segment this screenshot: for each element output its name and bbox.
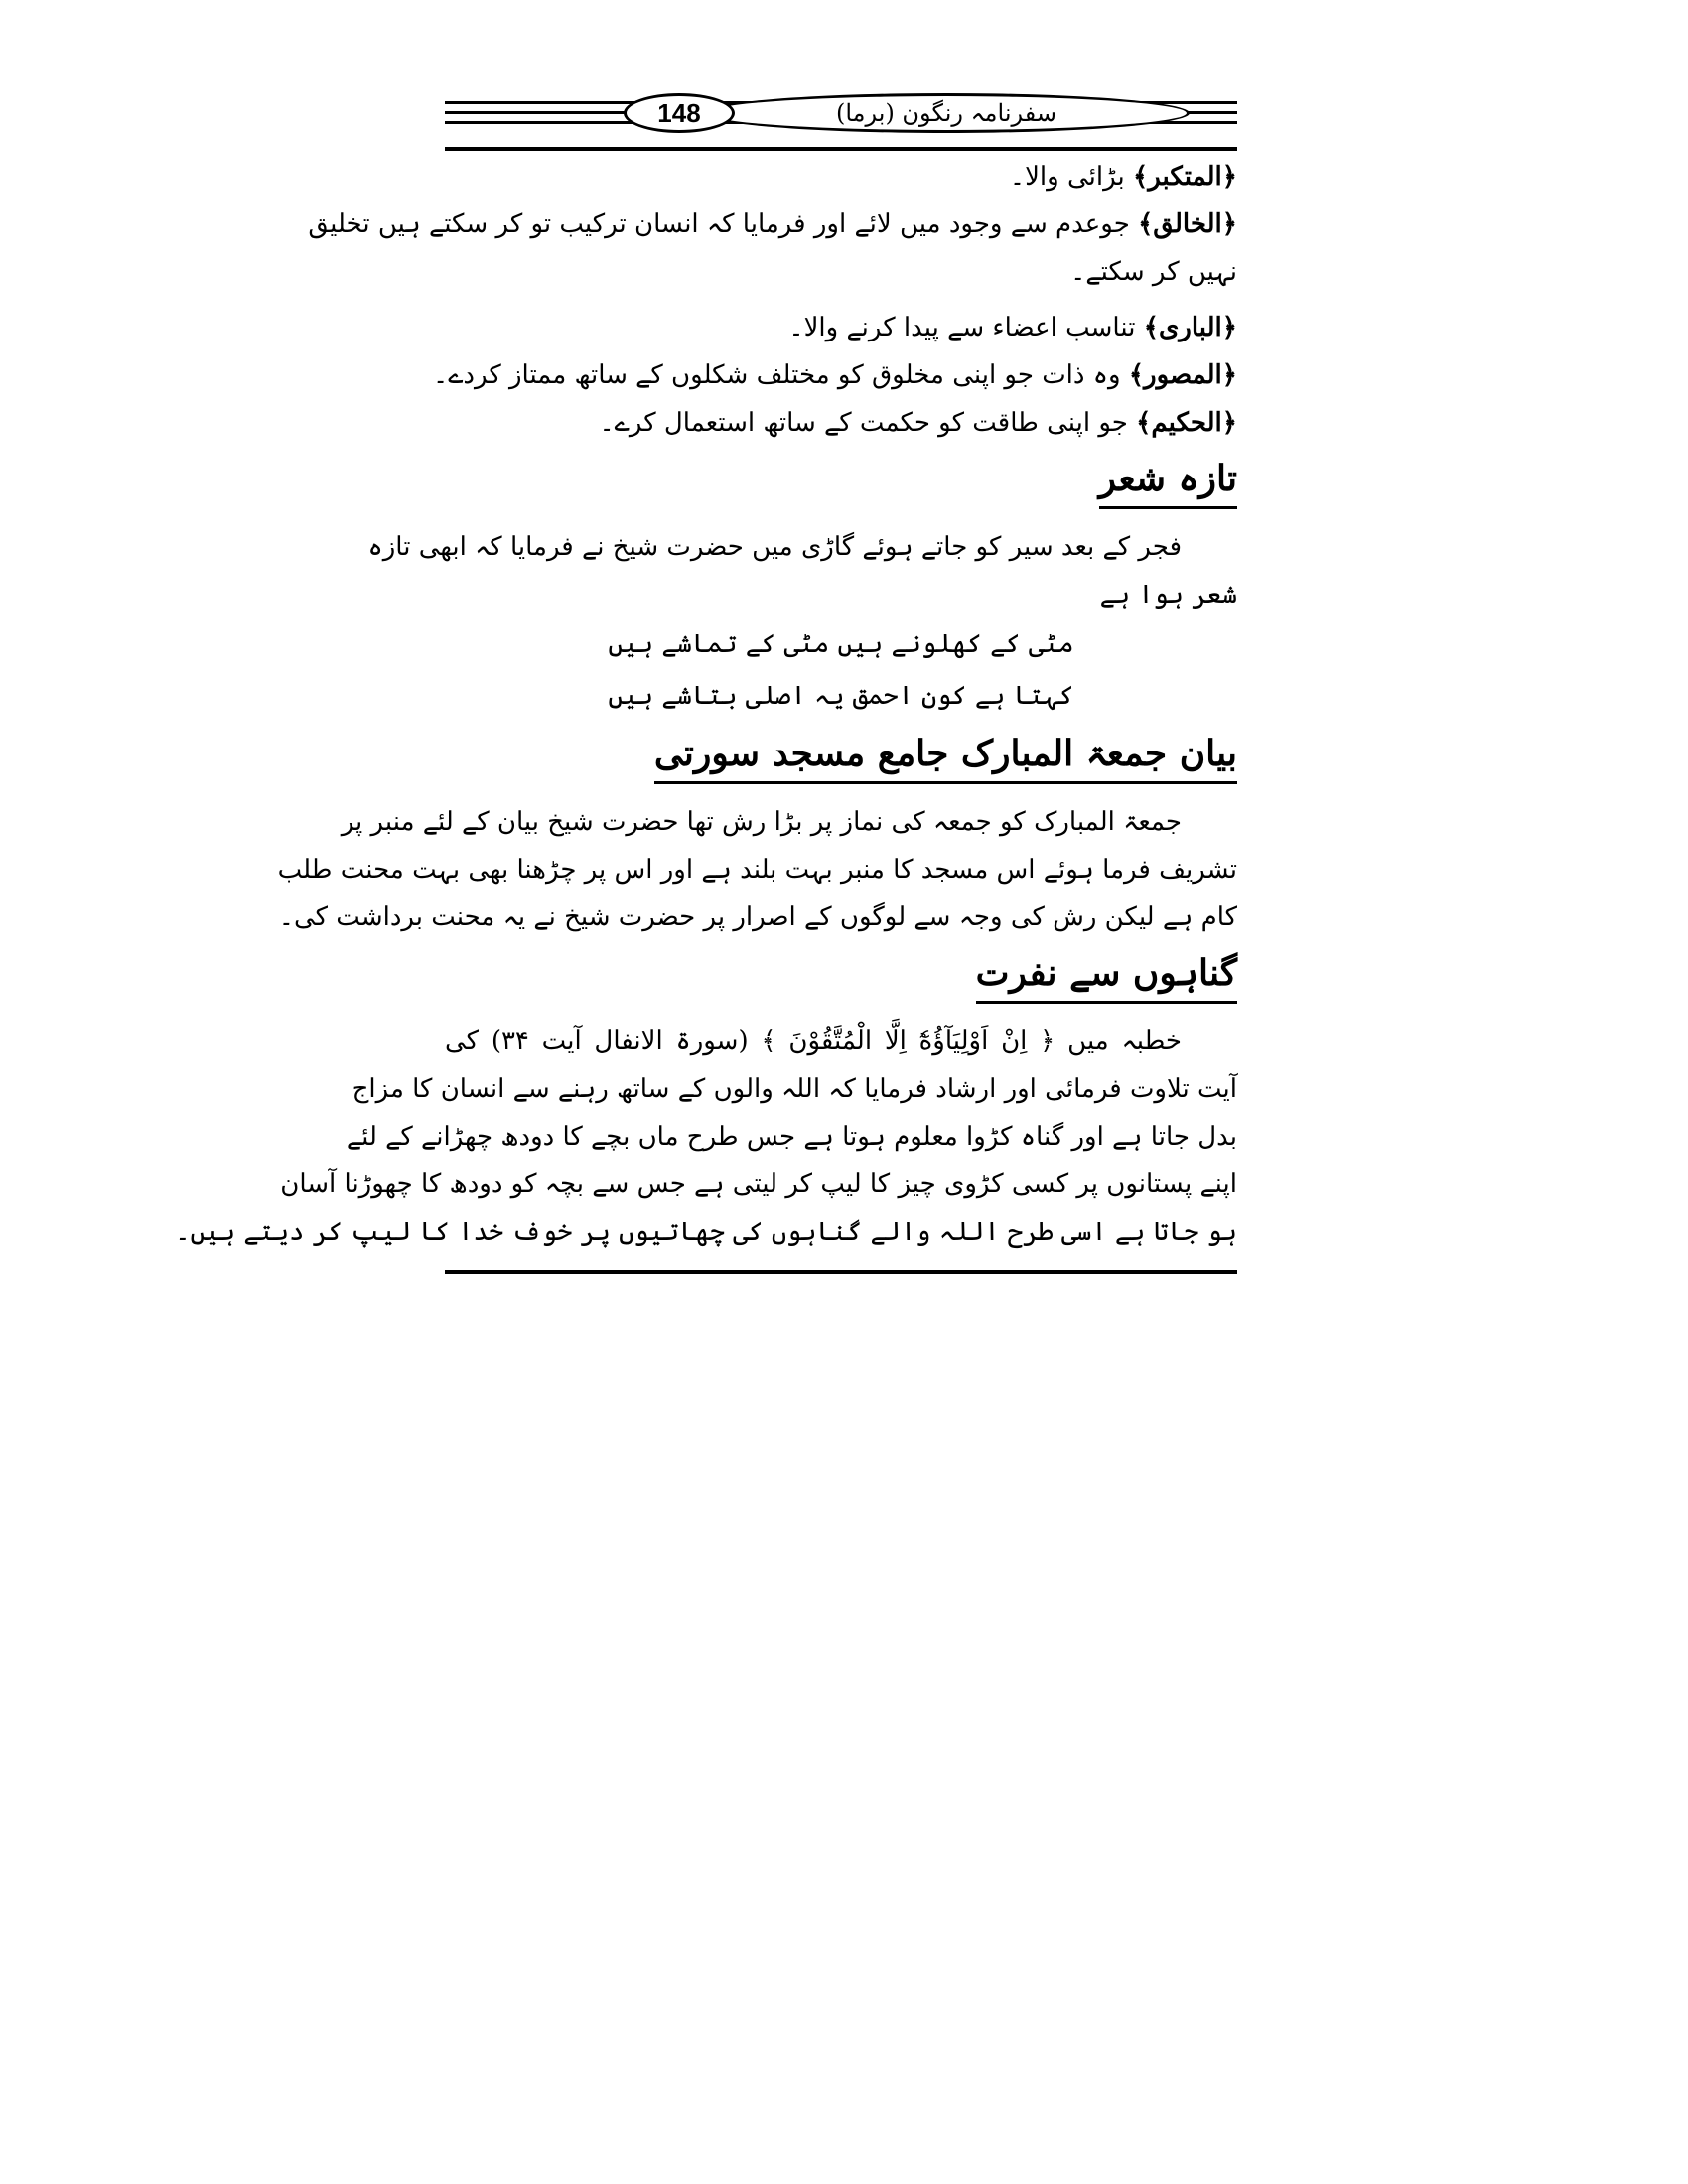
header-rule — [445, 147, 1237, 151]
paragraph-line: بدل جاتا ہے اور گناہ کڑوا معلوم ہوتا ہے جس طرح ماں بچے کا دودھ چھڑانے کے لئے — [346, 1122, 1237, 1152]
name-item-continuation: نہیں کر سکتے۔ — [1070, 257, 1237, 287]
footer-rule — [445, 1270, 1237, 1274]
paragraph-line: اپنے پستانوں پر کسی کڑوی چیز کا لیپ کر لیتی ہے جس سے بچہ کو دودھ کا چھوڑنا آسان — [280, 1169, 1237, 1199]
name-meaning: جو اپنی طاقت کو حکمت کے ساتھ استعمال کرے۔ — [599, 408, 1137, 438]
section-body — [367, 523, 1237, 618]
section-body — [175, 1018, 1237, 1256]
section-heading: گناہوں سے نفرت — [976, 947, 1237, 1004]
poem-verse: کہتا ہے کون احمق یہ اصلی بتاشے ہیں — [608, 681, 1074, 711]
page-header — [445, 87, 1237, 147]
name-term: ﴿المتکبر﴾ — [1132, 162, 1237, 192]
section-body — [277, 798, 1237, 941]
name-term: ﴿الباری﴾ — [1143, 313, 1237, 342]
name-term: ﴿المصور﴾ — [1128, 360, 1237, 390]
name-term: ﴿الحکیم﴾ — [1136, 408, 1237, 438]
name-meaning: تناسب اعضاء سے پیدا کرنے والا۔ — [788, 313, 1144, 342]
paragraph-line: ہو جاتا ہے اسی طرح اللہ والے گناہوں کی چھاتیوں پر خوف خدا کا لیپ کر دیتے ہیں۔ — [175, 1217, 1237, 1247]
text-column — [175, 87, 1237, 1274]
paragraph-line: فجر کے بعد سیر کو جاتے ہوئے گاڑی میں حضرت شیخ نے فرمایا کہ ابھی تازہ — [367, 532, 1182, 562]
name-item — [432, 351, 1237, 399]
name-item — [445, 153, 1237, 201]
page-number: 148 — [657, 97, 701, 128]
section-heading-wrap — [445, 947, 1237, 1004]
poem — [445, 618, 1237, 722]
poem-verse: مٹی کے کھلونے ہیں مٹی کے تماشے ہیں — [608, 629, 1074, 659]
name-item — [445, 399, 1237, 447]
name-meaning: وہ ذات جو اپنی مخلوق کو مختلف شکلوں کے ساتھ ممتاز کردے۔ — [432, 360, 1129, 390]
section-heading-wrap — [445, 453, 1237, 509]
names-list — [308, 153, 1237, 447]
name-meaning: بڑائی والا۔ — [1009, 162, 1133, 192]
paragraph-line: جمعۃ المبارک کو جمعہ کی نماز پر بڑا رش تھا حضرت شیخ بیان کے لئے منبر پر — [341, 807, 1182, 837]
name-meaning: جوعدم سے وجود میں لائے اور فرمایا کہ انسان ترکیب تو کر سکتے ہیں تخلیق — [308, 209, 1139, 239]
book-title: سفرنامہ رنگون (برما) — [835, 99, 1057, 127]
page-number-oval — [624, 93, 735, 133]
book-title-oval — [703, 93, 1190, 133]
name-item — [308, 201, 1237, 248]
paragraph-line: شعر ہوا ہے — [1099, 580, 1237, 610]
paragraph-line: خطبہ میں ﴿ اِنْ اَوْلِيَآؤُهٗٓ اِلَّا الْمُتَّقُوْنَ ﴾ (سورۃ الانفال آیت ۳۴) کی — [445, 1026, 1182, 1056]
paragraph-line: کام ہے لیکن رش کی وجہ سے لوگوں کے اصرار پر حضرت شیخ نے یہ محنت برداشت کی۔ — [278, 902, 1237, 932]
paragraph-line: آیت تلاوت فرمائی اور ارشاد فرمایا کہ اللہ والوں کے ساتھ رہنے سے انسان کا مزاج — [352, 1074, 1237, 1104]
name-item — [445, 304, 1237, 351]
section-heading: تازہ شعر — [1099, 453, 1237, 509]
name-term: ﴿الخالق﴾ — [1138, 209, 1237, 239]
section-heading: بیان جمعۃ المبارک جامع مسجد سورتی — [654, 728, 1237, 784]
paragraph-line: تشریف فرما ہوئے اس مسجد کا منبر بہت بلند ہے اور اس پر چڑھنا بھی بہت محنت طلب — [277, 855, 1237, 885]
section-heading-wrap — [445, 728, 1237, 784]
